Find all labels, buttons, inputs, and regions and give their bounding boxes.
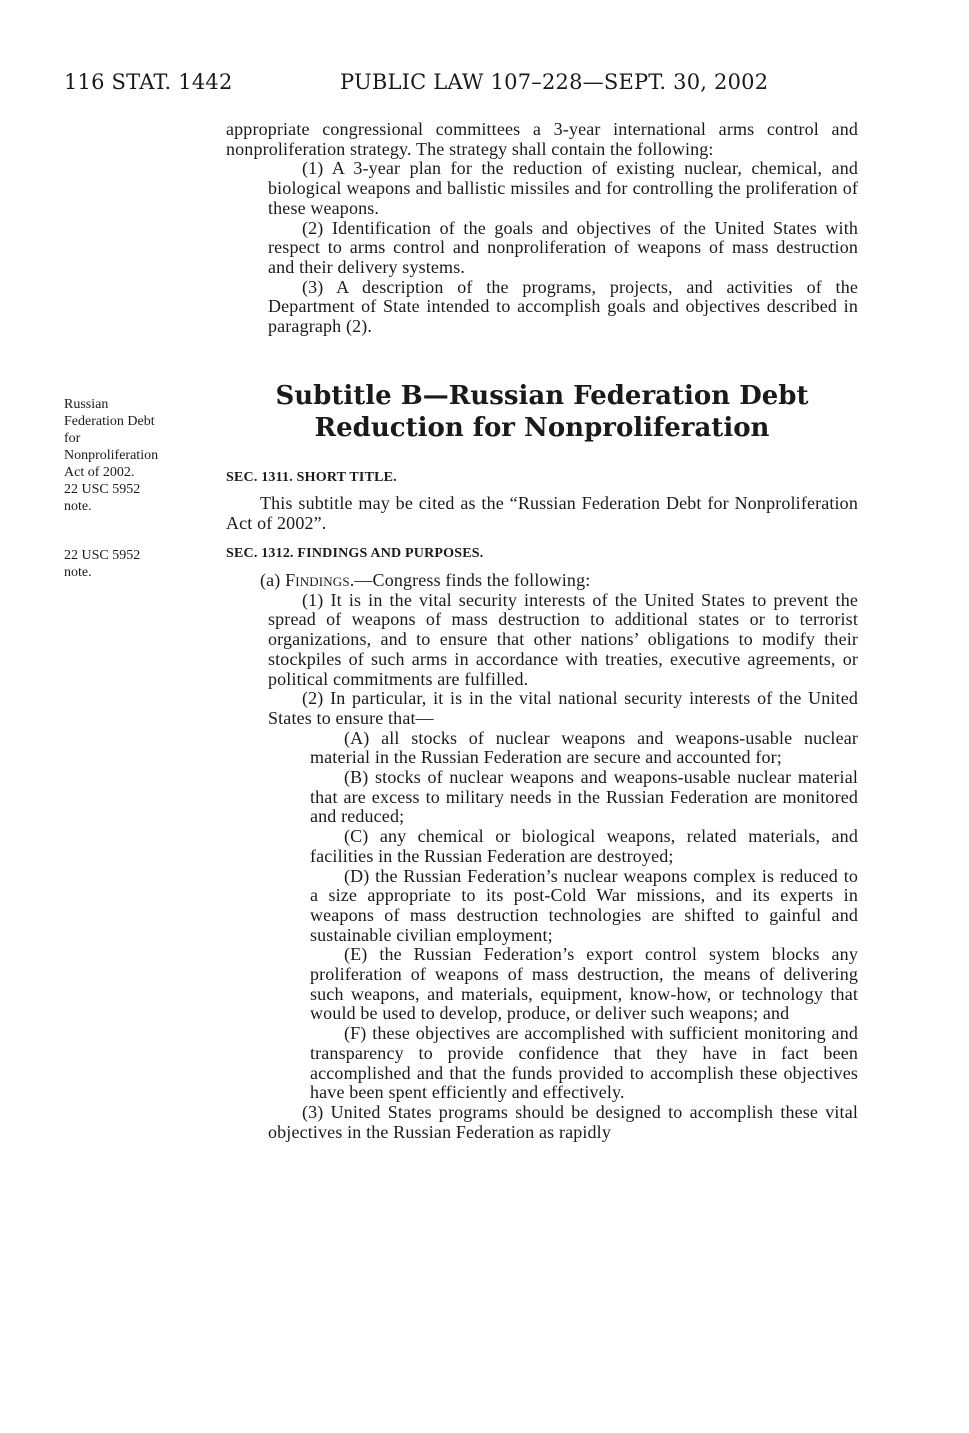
- subtitle-line-2: Reduction for Nonproliferation: [314, 413, 770, 443]
- margin-note-short-title: [64, 396, 214, 515]
- strategy-text-block: [226, 120, 858, 337]
- margin-note-line: Act of 2002.: [64, 465, 135, 480]
- finding-subitem-d: (D) the Russian Federation’s nuclear weapons complex is reduced to a size appropriate to its post-Cold War missions, and its experts in weapons of mass destruction technologies are shifted to gainful and sustainable civilian employment;: [310, 865, 858, 945]
- strategy-item-3: (3) A description of the programs, projects, and activities of the Department of State intended to accomplish goals and objectives described in paragraph (2).: [268, 276, 858, 337]
- margin-note-line: note.: [64, 499, 92, 514]
- findings-subsection-label: [226, 571, 858, 591]
- section-1311-heading: SEC. 1311. SHORT TITLE.: [226, 470, 397, 485]
- subtitle-line-1: Subtitle B—Russian Federation Debt: [275, 381, 809, 411]
- finding-subitem-b: (B) stocks of nuclear weapons and weapons-usable nuclear material that are excess to military needs in the Russian Federation are monitored and reduced;: [310, 767, 858, 827]
- section-1312-body: [226, 571, 858, 1142]
- margin-note-line: Federation Debt: [64, 414, 155, 429]
- finding-subitem-e: (E) the Russian Federation’s export control system blocks any proliferation of weapons of mass destruction, the means of delivering such weapons, and materials, equipment, know-how, or technology that would be used to develop, produce, or deliver such weapons; and: [310, 944, 858, 1024]
- section-1312-heading: SEC. 1312. FINDINGS AND PURPOSES.: [226, 546, 484, 561]
- margin-note-line: for: [64, 431, 81, 446]
- finding-paragraph-3: (3) United States programs should be designed to accomplish these vital objectives in the Russian Federation as rapidly: [268, 1101, 858, 1142]
- margin-note-line: 22 USC 5952: [64, 482, 141, 497]
- findings-label-caps: Findings: [285, 570, 350, 590]
- subtitle-heading: [226, 380, 858, 444]
- strategy-item-2: (2) Identification of the goals and objectives of the United States with respect to arms control and nonproliferation of weapons of mass destruction and their delivery systems.: [268, 217, 858, 277]
- findings-label-prefix: (a): [260, 570, 286, 590]
- margin-note-line: 22 USC 5952: [64, 548, 141, 563]
- section-1311-body: [226, 494, 858, 533]
- finding-subitem-a: (A) all stocks of nuclear weapons and weapons-usable nuclear material in the Russian Federation are secure and accounted for;: [310, 727, 858, 768]
- finding-subitem-c: (C) any chemical or biological weapons, related materials, and facilities in the Russian Federation are destroyed;: [310, 826, 858, 866]
- margin-note-line: Russian: [64, 397, 109, 412]
- strategy-intro: appropriate congressional committees a 3-year international arms control and nonproliferation strategy. The strategy shall contain the following:: [226, 119, 858, 159]
- findings-label-rest: .—Congress finds the following:: [349, 570, 591, 590]
- finding-subitem-f: (F) these objectives are accomplished with sufficient monitoring and transparency to provide confidence that they have in fact been accomplished and that the funds provided to accomplish these objectives have been spent efficiently and effectively.: [310, 1023, 858, 1103]
- finding-paragraph-1: (1) It is in the vital security interests of the United States to prevent the spread of weapons of mass destruction to additional states or to terrorist organizations, and to ensure that other nations’ obligations to modify their stockpiles of such arms in accordance with treaties, executive agreements, or political commitments are fulfilled.: [268, 589, 858, 689]
- margin-note-line: note.: [64, 565, 92, 580]
- margin-note-line: Nonproliferation: [64, 448, 159, 463]
- strategy-item-1: (1) A 3-year plan for the reduction of existing nuclear, chemical, and biological weapons and ballistic missiles and for controlling the proliferation of these weapons.: [268, 158, 858, 218]
- finding-paragraph-2: (2) In particular, it is in the vital national security interests of the United States to ensure that—: [268, 688, 858, 728]
- public-law-reference: PUBLIC LAW 107–228—SEPT. 30, 2002: [340, 70, 769, 94]
- margin-note-findings: [64, 547, 214, 581]
- statute-reference: 116 STAT. 1442: [64, 70, 233, 94]
- section-1311-text: This subtitle may be cited as the “Russian Federation Debt for Nonproliferation Act of 2002”.: [226, 493, 858, 533]
